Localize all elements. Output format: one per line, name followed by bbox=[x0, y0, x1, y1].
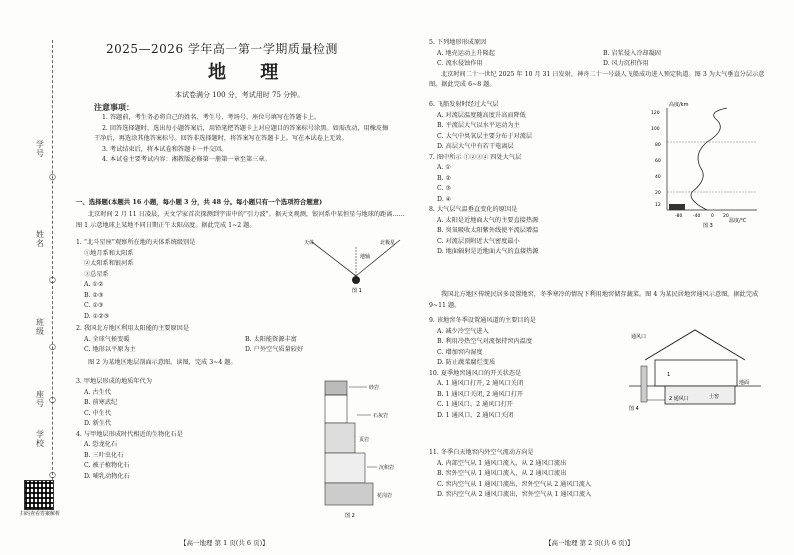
q1-option-d[interactable]: D. ①②③ bbox=[84, 312, 110, 320]
q11-stem: 11. 冬季白天地窖内外空气流动方向是 bbox=[429, 449, 534, 456]
intro-q1-2 bbox=[76, 210, 406, 231]
q6-stem: 6. 飞船发射时经过大气层 bbox=[429, 101, 499, 108]
notice-item: 2. 回答选择题时，选出每小题答案后，用铅笔把答题卡上对应题目的答案标号涂黑。如需改动，用橡皮擦干净后，再选涂其他答案标号。回答非选择题时，将答案写在答题卡上。写在本试卷上无效。 bbox=[94, 124, 389, 142]
binding-label: 学号 bbox=[36, 140, 44, 158]
binding-hole: ○ bbox=[49, 470, 56, 479]
q9-stem: 9. 该地窖冬季设置通风道的主要目的是 bbox=[429, 317, 536, 324]
q3-option-c[interactable]: C. 中生代 bbox=[84, 409, 112, 417]
fig2-label: 沉积岩 bbox=[379, 465, 395, 471]
q5-option-c[interactable]: C. 流水侵蚀作用 bbox=[437, 60, 483, 67]
binding-hole: ○ bbox=[49, 342, 56, 351]
section-heading: 一、选择题(本题共 16 小题，每小题 3 分，共 48 分。每小题只有一个选项符合题意) bbox=[76, 198, 323, 206]
q4-stem: 4. 与甲地层形成时代相近的生物化石是 bbox=[76, 430, 183, 438]
fig3-tick: 100 bbox=[651, 127, 660, 132]
page-footer-left: 【高一地理 第 1 页(共 6 页)】 bbox=[180, 539, 269, 547]
q1-sub: ②太阳系和银河系 bbox=[84, 260, 134, 267]
q4-option-b[interactable]: B. 三叶虫化石 bbox=[84, 451, 124, 459]
intro4 bbox=[429, 290, 769, 311]
q2-option-d[interactable]: D. 户外空气质量较好 bbox=[245, 346, 304, 353]
fig2-label: 砂岩 bbox=[369, 385, 380, 391]
fig3-y-title: 高度/km bbox=[669, 102, 689, 108]
q5-option-b[interactable]: B. 岩浆侵入冷却凝固 bbox=[603, 49, 661, 57]
q6-option-d[interactable]: D. 高层大气中有若干电离层 bbox=[437, 143, 514, 150]
binding-hole: ○ bbox=[49, 395, 56, 404]
fig4-label: 地面 bbox=[739, 380, 750, 386]
q11-option-d[interactable]: D. 窖内空气从 2 通风口流出，窖外空气从 1 通风口流入 bbox=[437, 491, 592, 498]
q7-option-a[interactable]: A. ① bbox=[437, 164, 451, 171]
q11-option-a[interactable]: A. 内部空气从 1 通风口流入，从 2 通风口流出 bbox=[437, 459, 567, 467]
fig3-tick: 40 bbox=[655, 175, 661, 180]
q5-option-d[interactable]: D. 风力沉积作用 bbox=[603, 60, 649, 67]
q1-sub: ①地月系和太阳系 bbox=[84, 249, 134, 257]
intro2-text: 图 2 为某地区地层剖面示意图。读图，完成 3~4 题。 bbox=[88, 358, 237, 366]
fig3-tick: 12 bbox=[655, 203, 661, 208]
binding-label: 班级 bbox=[36, 318, 44, 336]
q11-option-b[interactable]: B. 窖外空气从 1 通风口流入，从 2 通风口流出 bbox=[437, 470, 567, 477]
q7-option-c[interactable]: C. ③ bbox=[437, 185, 451, 192]
stratum bbox=[325, 423, 355, 453]
q4-option-d[interactable]: D. 哺乳动物化石 bbox=[84, 472, 130, 480]
q2-option-c[interactable]: C. 地形以平原为主 bbox=[84, 346, 136, 353]
q3-option-a[interactable]: A. 古生代 bbox=[84, 388, 111, 396]
fig3-tick: 60 bbox=[655, 159, 661, 164]
fig3-ground bbox=[669, 204, 685, 210]
q10-option-c[interactable]: C. 1 通风口、2 通风口打开 bbox=[437, 401, 513, 408]
fig1-label: 天体 bbox=[304, 240, 315, 246]
q1-sub: ③总星系 bbox=[84, 270, 109, 278]
q4-option-a[interactable]: A. 恐龙化石 bbox=[84, 441, 118, 448]
fig1-line bbox=[312, 242, 356, 276]
q9-option-c[interactable]: C. 增加窖内湿度 bbox=[437, 348, 483, 356]
notice-item: 3. 考试结束后，将本试卷和答题卡一并交回。 bbox=[102, 145, 228, 153]
notice-heading: 注意事项： bbox=[94, 102, 134, 112]
intro-text: 北京时间 2 月 11 日凌晨，天文学家首次探测到宇宙中的“引力波”。据天文观测，银河系中某恒星与地球的距离……图 1 示意地球上某地不同日期正午太阳高度。据此完成 1~2 题。 bbox=[76, 211, 405, 229]
q10-stem: 10. 夏季地窖通风口的开关状态是 bbox=[429, 369, 522, 377]
stratum bbox=[325, 483, 373, 505]
question-9 bbox=[429, 316, 629, 421]
page-footer-right: 【高一地理 第 2 页(共 6 页)】 bbox=[545, 539, 634, 547]
q6-option-a[interactable]: A. 对流层温度随高度升高而降低 bbox=[437, 111, 526, 119]
question-3 bbox=[76, 377, 266, 482]
fig3-tick: 20 bbox=[655, 191, 661, 196]
binding-hole: ○ bbox=[49, 275, 56, 284]
fig2-label: 石灰岩 bbox=[373, 413, 389, 419]
q9-option-a[interactable]: A. 减少冷空气进入 bbox=[437, 327, 489, 335]
fig4-label: 通风口 bbox=[631, 334, 647, 340]
question-5 bbox=[429, 38, 769, 91]
fig4-vent-shaft bbox=[641, 366, 647, 402]
fig1-label: 北极星 bbox=[380, 240, 396, 246]
q1-option-a[interactable]: A. ①② bbox=[84, 281, 104, 288]
question-2 bbox=[76, 324, 406, 368]
fig2-caption: 图 2 bbox=[345, 513, 355, 519]
figure-1 bbox=[302, 232, 410, 294]
fig2-label: 页岩 bbox=[359, 437, 370, 443]
fig3-tick: -40 bbox=[693, 214, 701, 219]
q7-option-b[interactable]: B. ② bbox=[437, 174, 452, 182]
stratum bbox=[325, 381, 347, 395]
fig3-tick: -80 bbox=[675, 214, 683, 219]
q8-option-b[interactable]: B. 臭氧吸收太阳紫外线使平流层增温 bbox=[437, 227, 539, 234]
qr-code[interactable] bbox=[24, 480, 54, 510]
q8-option-a[interactable]: A. 太阳是近地面大气的主要直接热源 bbox=[437, 216, 539, 224]
fig3-caption: 图 3 bbox=[703, 223, 713, 228]
fig1-label: 地轴 bbox=[360, 254, 371, 260]
question-1 bbox=[76, 238, 291, 322]
q7-option-d[interactable]: D. ④ bbox=[437, 195, 452, 203]
q8-stem: 8. 大气层气温垂直变化的原因是 bbox=[429, 206, 518, 213]
q11-option-c[interactable]: C. 窖内空气从 1 通风口流出，窖外空气从 2 通风口流入 bbox=[437, 480, 592, 488]
fig3-tick: 20 bbox=[723, 214, 729, 219]
binding-label: 学校 bbox=[36, 430, 44, 448]
figure-2 bbox=[285, 375, 410, 520]
figure-3 bbox=[647, 100, 767, 228]
fig3-x-title: 温度/℃ bbox=[729, 218, 747, 224]
question-11 bbox=[429, 448, 774, 501]
subject-title: 地 理 bbox=[208, 62, 293, 83]
fig1-earth bbox=[352, 276, 360, 284]
q5-stem: 5. 下列地形形成原因 bbox=[429, 39, 487, 46]
q3-stem: 3. 甲地层形成的地质年代为 bbox=[76, 378, 152, 385]
intro4-text: 我国北方地区传统民居多设置地窖，冬季寒冷的情况下利用地窖储存蔬菜。图 4 为某民居地窖通风示意图。据此完成 9~11 题。 bbox=[429, 291, 759, 309]
q3-option-b[interactable]: B. 前寒武纪 bbox=[84, 399, 118, 406]
fig3-tick: 0 bbox=[711, 214, 714, 219]
q1-option-b[interactable]: B. ②③ bbox=[84, 291, 104, 299]
q1-option-c[interactable]: C. ①③ bbox=[84, 302, 104, 309]
figure-4 bbox=[625, 320, 765, 412]
fig3-temperature-curve bbox=[691, 108, 727, 210]
binding-label: 姓名 bbox=[36, 230, 44, 248]
fig4-label: 土窖 bbox=[709, 394, 720, 400]
q2-option-a[interactable]: A. 全球气候变暖 bbox=[84, 335, 130, 343]
fig3-tick: 80 bbox=[655, 143, 661, 148]
q7-stem: 7. 图中所示 ①②③④ 四处大气层 bbox=[429, 153, 522, 161]
fig4-label: 1 bbox=[667, 372, 671, 378]
intro3-text: 北京时间二十一世纪 2025 年 10 月 31 日发射，神舟二十一号载人飞船成功进入预定轨道。图 3 为大气垂直分层示意图。据此完成 6~8 题。 bbox=[429, 70, 765, 88]
fig2-label: 花岗岩 bbox=[377, 493, 393, 499]
q9-option-b[interactable]: B. 利用冷热空气对流保持窖内温度 bbox=[437, 338, 533, 345]
q10-option-b[interactable]: B. 1 通风口关闭, 2 通风口打开 bbox=[437, 390, 524, 398]
stratum bbox=[325, 395, 347, 423]
q2-stem: 2. 我国北方地区利用太阳能的主要原因是 bbox=[76, 325, 190, 332]
q8-option-c[interactable]: C. 对流层顶附近大气密度最小 bbox=[437, 237, 520, 245]
exam-title: 2025—2026 学年高一第一学期质量检测 bbox=[106, 42, 338, 56]
q6-option-b[interactable]: B. 平流层大气以水平运动为主 bbox=[437, 122, 520, 129]
fig4-label: 2 通风口 bbox=[669, 396, 689, 402]
fig1-caption: 图 1 bbox=[352, 288, 362, 294]
q1-stem: 1. “北斗星座”观察所在地的天体系统级别是 bbox=[76, 239, 196, 246]
stratum bbox=[325, 453, 365, 483]
binding-label: 座号 bbox=[36, 390, 44, 408]
fig3-tick: 120 bbox=[651, 111, 660, 116]
notice-item: 1. 答题前，考生务必将自己的姓名、考生号、考场号、座位号填写在答题卡上。 bbox=[102, 114, 321, 121]
q8-option-d[interactable]: D. 地面辐射是近地面大气的直接热源 bbox=[437, 248, 539, 255]
q10-option-a[interactable]: A. 1 通风口打开, 2 通风口关闭 bbox=[437, 380, 524, 387]
q9-option-d[interactable]: D. 防止蔬菜腐烂变质 bbox=[437, 359, 496, 366]
q4-option-c[interactable]: C. 被子植物化石 bbox=[84, 462, 130, 469]
q2-option-b[interactable]: B. 太阳能资源丰富 bbox=[245, 335, 297, 343]
q10-option-d[interactable]: D. 1 通风口、2 通风口关闭 bbox=[437, 411, 514, 419]
fig4-caption: 图 4 bbox=[629, 406, 639, 412]
score-line: 本试卷满分 100 分，考试用时 75 分钟。 bbox=[175, 91, 305, 99]
notice-item: 4. 本试卷主要考试内容：湘教版必修第一册第一章至第三章。 bbox=[102, 156, 271, 163]
qr-caption: 扫码查看答案解析 bbox=[20, 511, 61, 517]
fig4-roof bbox=[645, 330, 745, 360]
question-6 bbox=[429, 100, 644, 258]
q3-option-d[interactable]: D. 新生代 bbox=[84, 420, 112, 427]
q6-option-c[interactable]: C. 大气中臭氧层主要分布于对流层 bbox=[437, 132, 533, 140]
binding-hole: ○ bbox=[49, 172, 56, 181]
notice-list bbox=[94, 113, 394, 166]
q5-option-a[interactable]: A. 地壳运动上升隆起 bbox=[437, 49, 495, 57]
